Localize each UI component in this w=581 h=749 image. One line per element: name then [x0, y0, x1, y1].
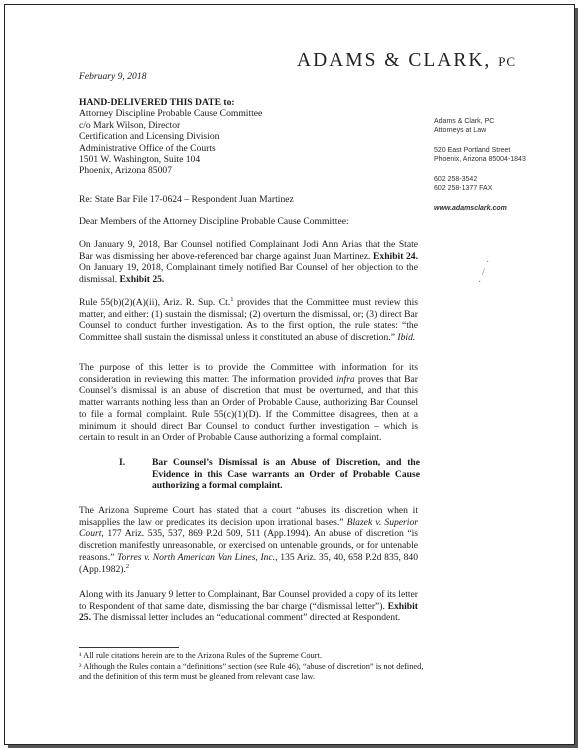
address-line: Administrative Office of the Courts — [79, 142, 216, 154]
delivery-heading: HAND-DELIVERED THIS DATE to: — [79, 97, 235, 108]
address-line: Phoenix, Arizona 85007 — [79, 165, 172, 177]
page-shadow-right — [575, 8, 578, 747]
paragraph-4: The Arizona Supreme Court has stated that a court “abuses its discretion when it misapplies the law or predicates its decision upon irrational bases.” Blazek v. Superior Court, 177 Ariz. 535, 537, 869 P.2d 509, 511 (App.1994). An abuse of discretion “is discretion manifestly unreasonable, or exercised on untenable grounds, or for untenable reasons.” Torres v. North American Van Lines, Inc., 135 Ariz. 35, 40, 658 P.2d 835, 840 (App.1982).$^2$ — [79, 505, 418, 575]
paragraph-2: Rule 55(b)(2)(A)(ii), Ariz. R. Sup. Ct.$^1$ provides that the Committee must review this matter, and either: (1) sustain the dismissal; (2) overturn the dismissal, or; (3) direct Bar Counsel to conduct further investigation. As to the first option, the rule states: “the Committee shall sustain the dismissal unless it constituted an abuse of discretion.” Ibid. — [79, 295, 418, 344]
sidebar-street: 520 East Portland Street — [434, 147, 511, 154]
address-line: 1501 W. Washington, Suite 104 — [79, 154, 201, 166]
sidebar-firm-role: Attorneys at Law — [434, 127, 487, 134]
sidebar-phone: 602 258-3542 — [434, 176, 478, 183]
footnote-divider — [79, 647, 179, 648]
salutation: Dear Members of the Attorney Discipline Probable Cause Committee: — [79, 216, 349, 227]
paragraph-1: On January 9, 2018, Bar Counsel notified Complainant Jodi Ann Arias that the State Bar was dismissing her above-referenced bar charge against Juan Martinez. Exhibit 24. On January 19, 2018, Complainant timely notified Bar Counsel of her objection to the dismissal. Exhibit 25. — [79, 239, 418, 286]
sidebar-firm-name: Adams & Clark, PC — [434, 118, 495, 125]
sidebar-fax: 602 258-1377 FAX — [434, 185, 493, 192]
page-shadow-bottom — [8, 745, 578, 748]
re-line: Re: State Bar File 17-0624 – Respondent Juan Martinez — [79, 194, 294, 205]
paragraph-5: Along with its January 9 letter to Complainant, Bar Counsel provided a copy of its letter to Respondent of that same date, dismissing the bar charge (“dismissal letter”). Exhibit 25. The dismissal letter includes an “educational comment” directed at Respondent. — [79, 589, 418, 624]
recipient-address-block — [79, 97, 262, 177]
address-line: Certification and Licensing Division — [79, 131, 220, 143]
address-line: c/o Mark Wilson, Director — [79, 119, 181, 131]
section-number: I. — [119, 457, 126, 468]
address-line: Attorney Discipline Probable Cause Committee — [79, 108, 263, 120]
footnote-1: ¹ All rule citations herein are to the Arizona Rules of the Supreme Court. — [79, 651, 323, 660]
letterhead-sidebar — [434, 117, 574, 213]
sidebar-website: www.adamsclark.com — [434, 205, 507, 212]
firm-logo-name: ADAMS & CLARK, PC — [297, 50, 517, 71]
letter-date: February 9, 2018 — [79, 71, 147, 82]
section-heading: Bar Counsel’s Dismissal is an Abuse of Discretion, and the Evidence in this Case warrants an Order of Probable Cause authorizing a formal complaint. — [152, 457, 420, 492]
footnote-2: ² Although the Rules contain a “definitions” section (see Rule 46), “abuse of discretion” is not defined, and the definition of this term must be gleaned from relevant case law. — [79, 662, 424, 682]
margin-handwritten-marks: · / · — [478, 257, 490, 288]
paragraph-3: The purpose of this letter is to provide the Committee with information for its consideration in reviewing this matter. The information provided infra proves that Bar Counsel’s dismissal is an abuse of discretion that must be overturned, and that this matter warrants nothing less than an Order of Probable Cause, authorizing Bar Counsel to file a formal complaint. Rule 55(c)(1)(D). If the Committee disagrees, then at a minimum it should direct Bar Counsel to conduct further investigation – which is certain to result in an Order of Probable Cause authorizing a formal complaint. — [79, 362, 418, 444]
sidebar-city: Phoenix, Arizona 85004-1843 — [434, 156, 526, 163]
